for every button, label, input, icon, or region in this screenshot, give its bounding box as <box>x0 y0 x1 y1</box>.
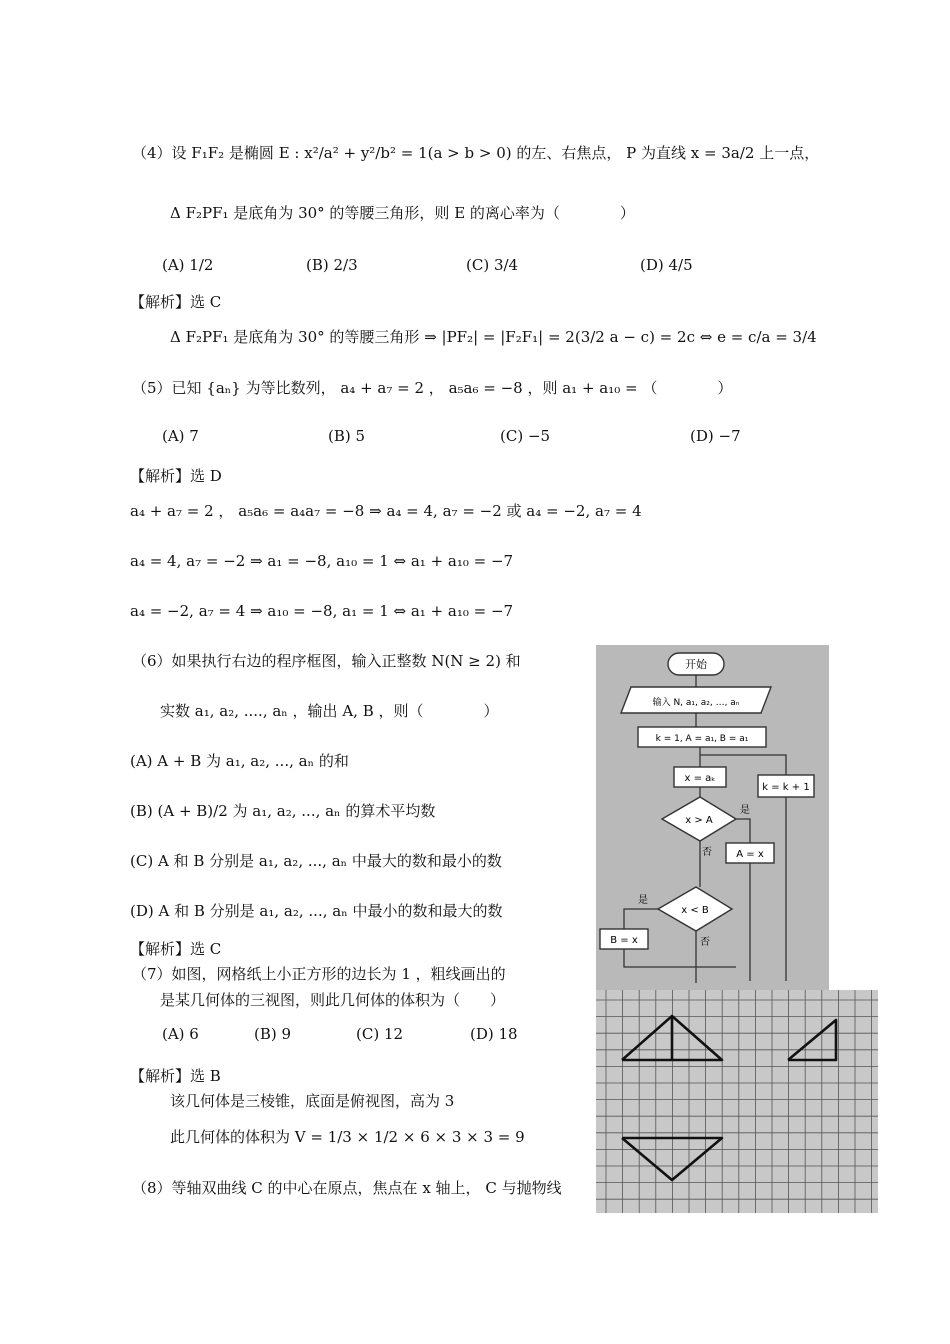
q5-answer: 【解析】选 D <box>130 467 222 485</box>
q5-solution-line1: a₄ + a₇ = 2 ， a₅a₆ = a₄a₇ = −8 ⇒ a₄ = 4, a₇ = −2 或 a₄ = −2, a₇ = 4 <box>130 502 642 520</box>
flow-inc-label: k = k + 1 <box>762 782 810 793</box>
q4-stem-line1: （4）设 F₁F₂ 是椭圆 E : x²/a² + y²/b² = 1(a > b > 0) 的左、右焦点， P 为直线 x = 3a/2 上一点， <box>132 144 820 162</box>
q4-option-b: (B) 2/3 <box>306 256 358 274</box>
flow-cond2-label: x < B <box>681 905 709 916</box>
flow-no-label-1: 否 <box>702 847 712 858</box>
flow-init-label: k = 1, A = a₁, B = a₁ <box>655 734 749 744</box>
q6-option-b: (B) (A + B)/2 为 a₁, a₂, ..., aₙ 的算术平均数 <box>130 802 436 820</box>
flow-input-label: 输入 N, a₁, a₂, …, aₙ <box>652 698 740 708</box>
q8-stem: （8）等轴双曲线 C 的中心在原点，焦点在 x 轴上， C 与抛物线 <box>132 1179 562 1197</box>
flow-no-label-2: 否 <box>700 937 710 948</box>
q7-answer: 【解析】选 B <box>130 1067 221 1085</box>
q6-option-c: (C) A 和 B 分别是 a₁, a₂, ..., aₙ 中最大的数和最小的数 <box>130 852 502 870</box>
q6-option-a: (A) A + B 为 a₁, a₂, ..., aₙ 的和 <box>130 752 349 770</box>
flowchart-figure <box>596 645 829 990</box>
three-view-svg <box>596 990 878 1213</box>
q7-option-b: (B) 9 <box>254 1025 292 1043</box>
flow-cond1-label: x > A <box>685 815 713 826</box>
flow-yes-label-1: 是 <box>740 805 750 816</box>
flow-start-label: 开始 <box>685 658 707 671</box>
q5-option-d: (D) −7 <box>690 427 741 445</box>
q5-option-b: (B) 5 <box>328 427 366 445</box>
flow-setA-label: A = x <box>736 849 764 860</box>
q6-option-d: (D) A 和 B 分别是 a₁, a₂, ..., aₙ 中最小的数和最大的数 <box>130 902 503 920</box>
q6-answer: 【解析】选 C <box>130 940 222 958</box>
q6-stem-line1: （6）如果执行右边的程序框图，输入正整数 N(N ≥ 2) 和 <box>132 652 521 670</box>
q7-stem-line1: （7）如图，网格纸上小正方形的边长为 1 ，粗线画出的 <box>132 965 506 983</box>
three-view-figure <box>596 990 878 1213</box>
q6-stem-line2: 实数 a₁, a₂, ...., aₙ ，输出 A, B ，则（ ） <box>160 702 499 720</box>
q4-option-a: (A) 1/2 <box>162 256 214 274</box>
q4-option-c: (C) 3/4 <box>466 256 519 274</box>
flowchart-svg <box>596 645 829 990</box>
flow-assign-label: x = aₖ <box>684 773 716 784</box>
q4-option-d: (D) 4/5 <box>640 256 693 274</box>
q5-solution-line3: a₄ = −2, a₇ = 4 ⇒ a₁₀ = −8, a₁ = 1 ⇔ a₁ + a₁₀ = −7 <box>130 602 514 620</box>
q4-solution: Δ F₂PF₁ 是底角为 30° 的等腰三角形 ⇒ |PF₂| = |F₂F₁| = 2(3/2 a − c) = 2c ⇔ e = c/a = 3/4 <box>170 328 817 346</box>
q5-solution-line2: a₄ = 4, a₇ = −2 ⇒ a₁ = −8, a₁₀ = 1 ⇔ a₁ + a₁₀ = −7 <box>130 552 514 570</box>
q4-stem-line2: Δ F₂PF₁ 是底角为 30° 的等腰三角形，则 E 的离心率为（ ） <box>170 204 635 222</box>
flow-yes-label-2: 是 <box>638 895 648 906</box>
q7-solution-line2: 此几何体的体积为 V = 1/3 × 1/2 × 6 × 3 × 3 = 9 <box>170 1128 525 1146</box>
q4-answer: 【解析】选 C <box>130 293 222 311</box>
flow-setB-label: B = x <box>610 935 638 946</box>
q5-option-a: (A) 7 <box>162 427 199 445</box>
q5-stem: （5）已知 {aₙ} 为等比数列， a₄ + a₇ = 2 ， a₅a₆ = −8 ，则 a₁ + a₁₀ = （ ） <box>132 379 733 397</box>
q5-option-c: (C) −5 <box>500 427 551 445</box>
side-view-triangle <box>788 1020 836 1060</box>
q7-option-c: (C) 12 <box>356 1025 404 1043</box>
q7-option-a: (A) 6 <box>162 1025 199 1043</box>
q7-solution-line1: 该几何体是三棱锥，底面是俯视图，高为 3 <box>170 1092 455 1110</box>
q7-stem-line2: 是某几何体的三视图，则此几何体的体积为（ ） <box>160 991 506 1009</box>
q7-option-d: (D) 18 <box>470 1025 518 1043</box>
